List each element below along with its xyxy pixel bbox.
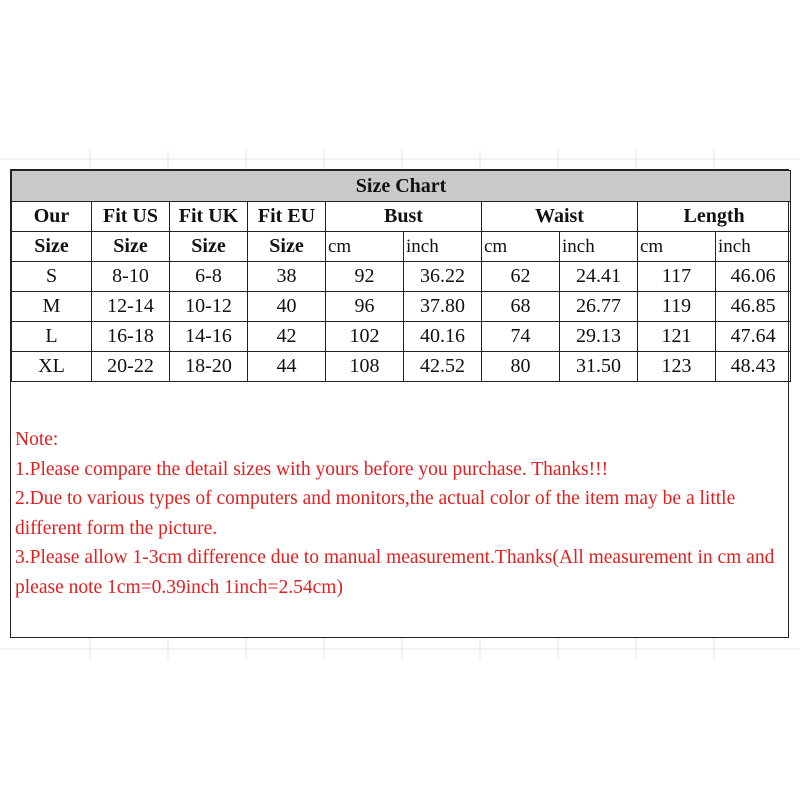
cell-bust-cm: 108 [326,352,404,382]
header-bust-inch: inch [404,232,482,262]
cell-waist-cm: 74 [482,322,560,352]
cell-waist-cm: 80 [482,352,560,382]
cell-waist-inch: 31.50 [560,352,638,382]
notes-heading: Note: [15,429,59,450]
cell-uk: 14-16 [170,322,248,352]
cell-uk: 10-12 [170,292,248,322]
header-length-inch: inch [716,232,791,262]
table-row [12,262,791,292]
note-line-1: 1.Please compare the detail sizes with yours before you purchase. Thanks!!! [15,458,609,480]
cell-bust-inch: 36.22 [404,262,482,292]
cell-bust-inch: 37.80 [404,292,482,322]
header-fit-us-size: Size [92,232,170,262]
cell-length-cm: 121 [638,322,716,352]
cell-size: S [12,262,92,292]
cell-size: XL [12,352,92,382]
header-fit-us: Fit US [92,202,170,232]
cell-length-cm: 123 [638,352,716,382]
cell-bust-inch: 42.52 [404,352,482,382]
header-bust: Bust [326,202,482,232]
cell-eu: 44 [248,352,326,382]
header-our-size: Size [12,232,92,262]
header-fit-uk: Fit UK [170,202,248,232]
header-waist-cm: cm [482,232,560,262]
cell-size: L [12,322,92,352]
cell-eu: 38 [248,262,326,292]
cell-waist-inch: 29.13 [560,322,638,352]
header-fit-eu-size: Size [248,232,326,262]
cell-length-cm: 119 [638,292,716,322]
table-row [12,322,791,352]
cell-us: 12-14 [92,292,170,322]
cell-length-inch: 46.06 [716,262,791,292]
cell-eu: 40 [248,292,326,322]
cell-eu: 42 [248,322,326,352]
cell-us: 8-10 [92,262,170,292]
cell-length-inch: 46.85 [716,292,791,322]
cell-waist-cm: 62 [482,262,560,292]
header-fit-uk-size: Size [170,232,248,262]
table-row [12,352,791,382]
cell-length-cm: 117 [638,262,716,292]
table-row [12,292,791,322]
header-our: Our [12,202,92,232]
header-fit-eu: Fit EU [248,202,326,232]
header-bust-cm: cm [326,232,404,262]
notes-block [15,425,785,602]
cell-length-inch: 47.64 [716,322,791,352]
cell-size: M [12,292,92,322]
cell-waist-inch: 24.41 [560,262,638,292]
cell-uk: 6-8 [170,262,248,292]
size-chart-table [11,170,791,382]
cell-bust-cm: 102 [326,322,404,352]
header-length: Length [638,202,791,232]
header-waist-inch: inch [560,232,638,262]
header-waist: Waist [482,202,638,232]
size-chart-frame [10,169,789,638]
note-line-3: 3.Please allow 1-3cm difference due to manual measurement.Thanks(All measurement in cm and please note 1cm=0.39inch 1inch=2.54cm) [15,547,775,598]
header-length-cm: cm [638,232,716,262]
cell-waist-inch: 26.77 [560,292,638,322]
cell-us: 16-18 [92,322,170,352]
cell-bust-inch: 40.16 [404,322,482,352]
cell-uk: 18-20 [170,352,248,382]
cell-bust-cm: 96 [326,292,404,322]
note-line-2: 2.Due to various types of computers and monitors,the actual color of the item may be a little different form the picture. [15,488,736,539]
cell-length-inch: 48.43 [716,352,791,382]
size-chart-title: Size Chart [12,171,791,202]
cell-bust-cm: 92 [326,262,404,292]
cell-us: 20-22 [92,352,170,382]
cell-waist-cm: 68 [482,292,560,322]
